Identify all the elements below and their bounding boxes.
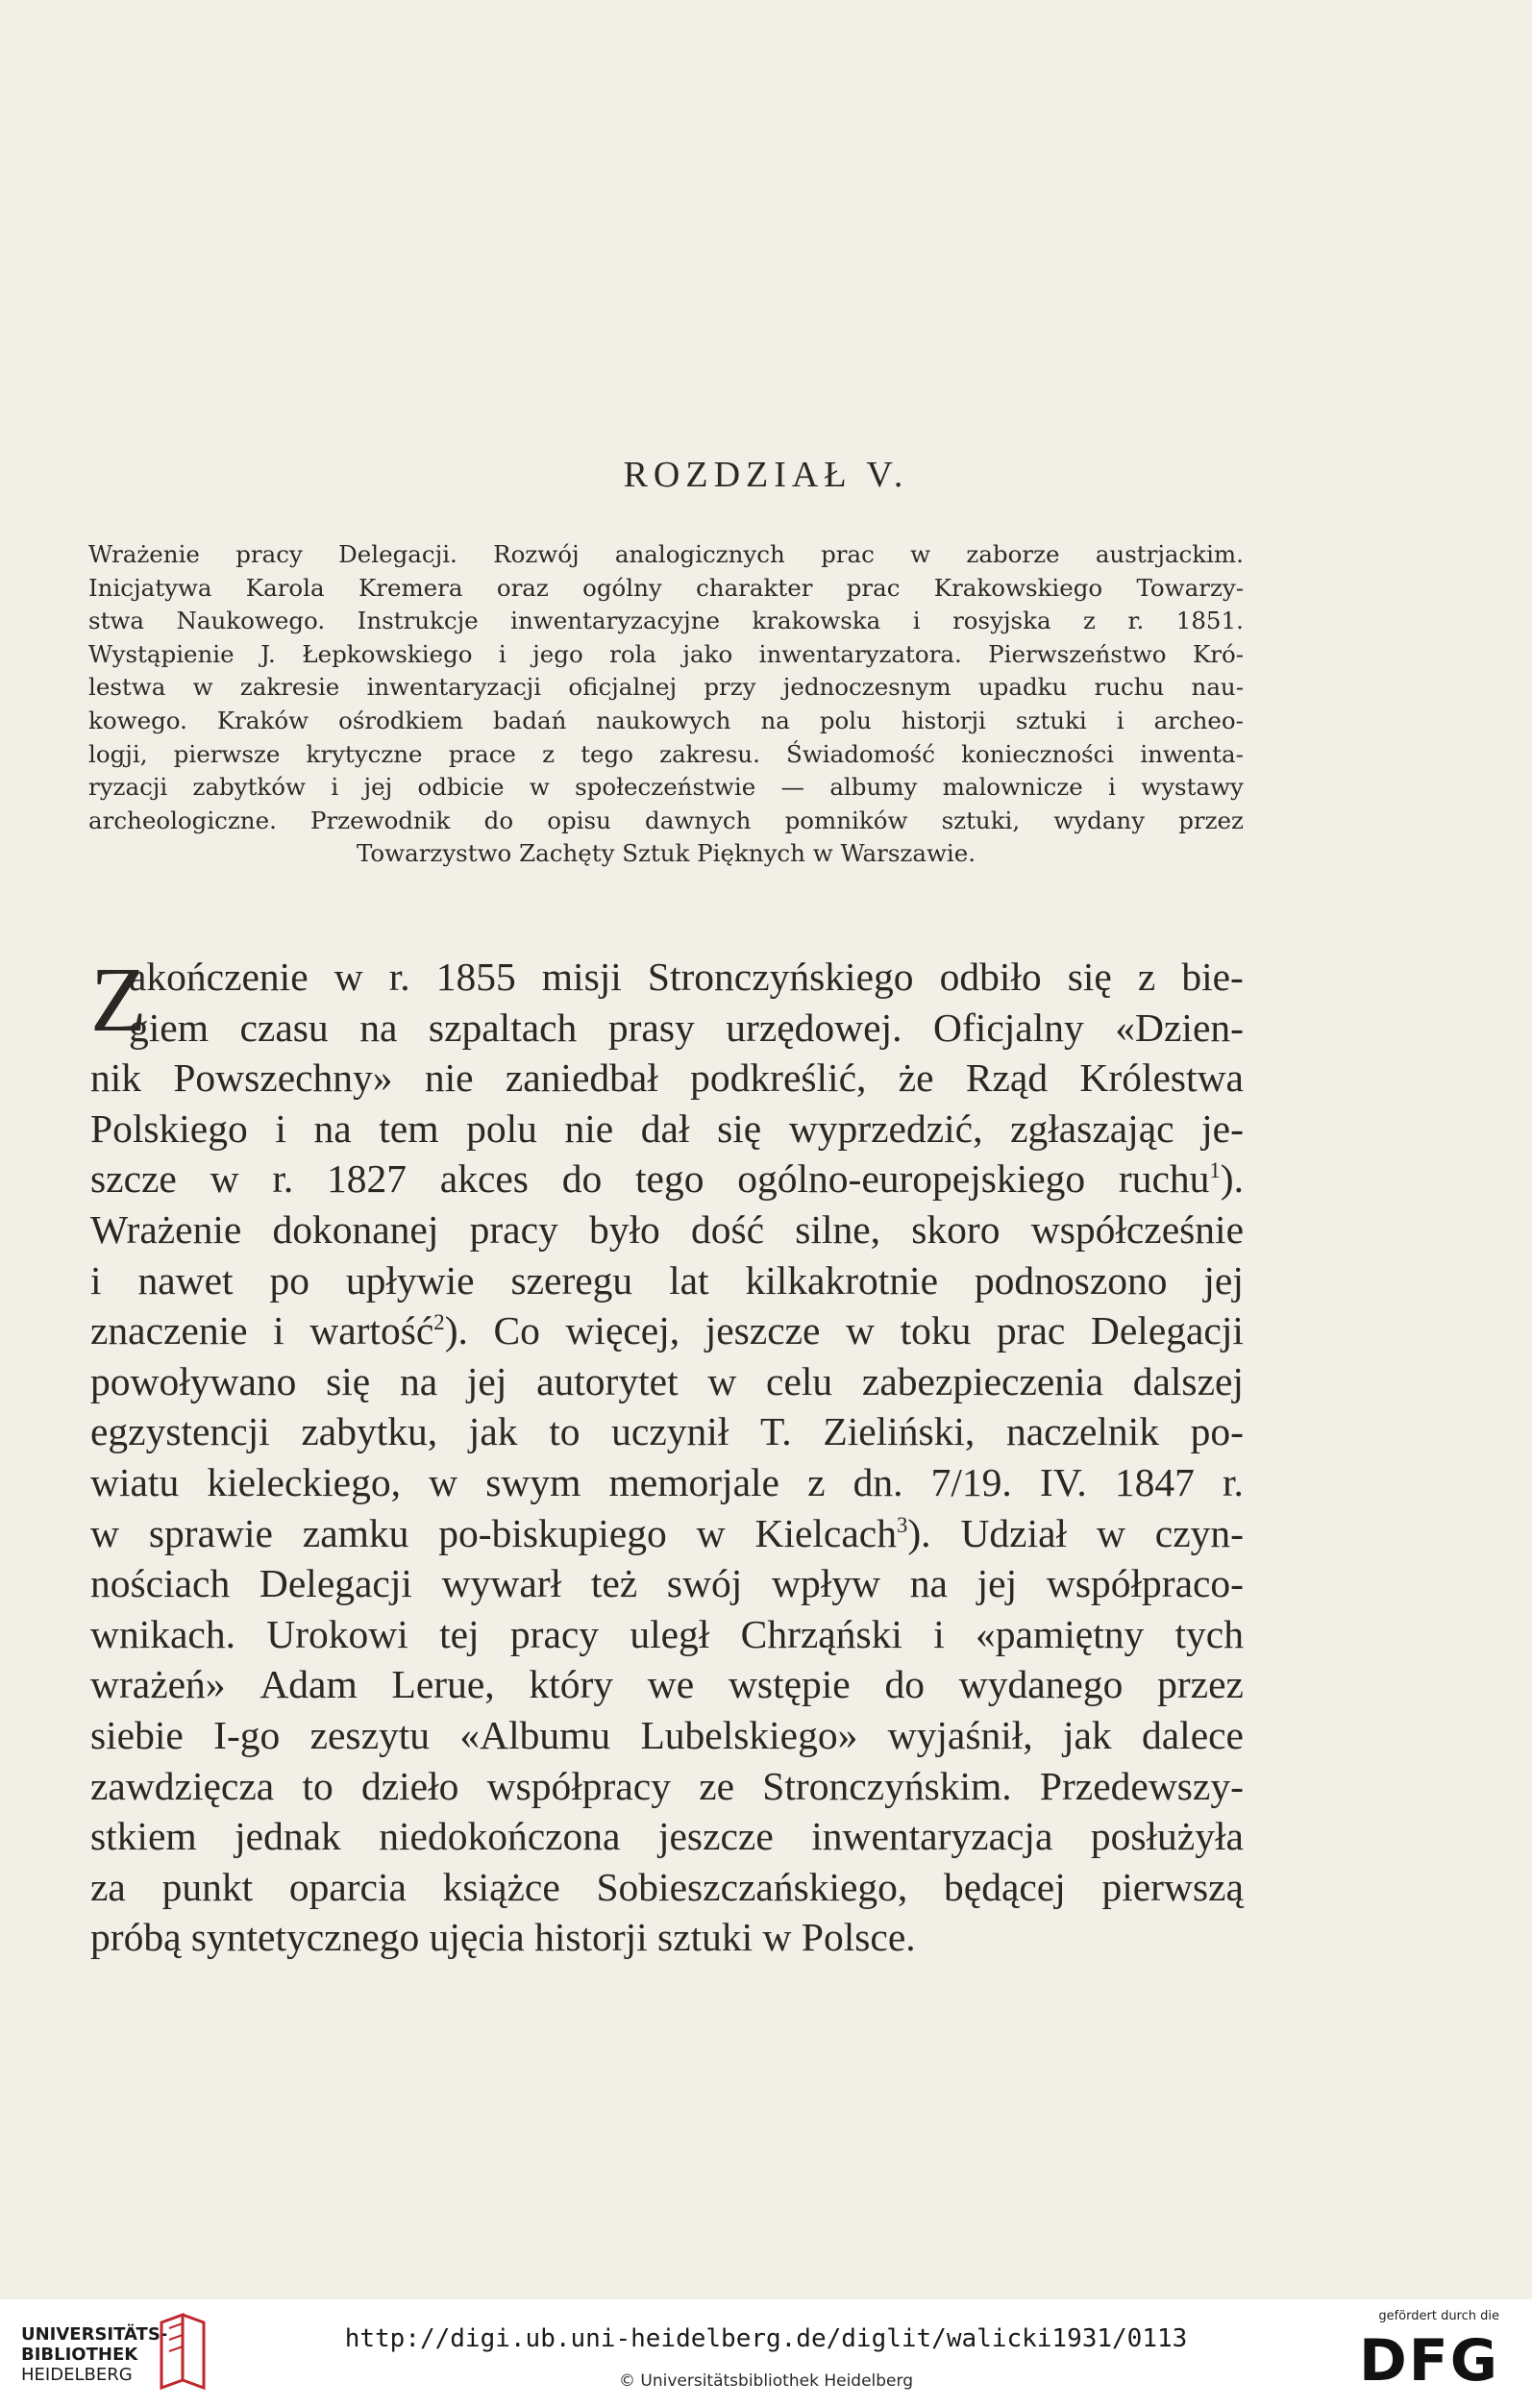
body-line: wnikach. Urokowi tej pracy uległ Chrząński i «pamiętny tych: [90, 1611, 1244, 1656]
summary-line: Wystąpienie J. Łepkowskiego i jego rola jako inwentaryzatora. Pierwszeństwo Kró-: [88, 639, 1244, 668]
body-line: próbą syntetycznego ujęcia historji sztuki w Polsce.: [90, 1915, 916, 1960]
summary-line: Inicjatywa Karola Kremera oraz ogólny charakter prac Krakowskiego Towarzy-: [88, 573, 1244, 602]
body-line: siebie I-go zeszytu «Albumu Lubelskiego» wyjaśnił, jak dalece: [90, 1712, 1244, 1757]
copyright-notice: © Universitätsbibliothek Heidelberg: [618, 2371, 913, 2391]
summary-line: kowego. Kraków ośrodkiem badań naukowych na polu historji sztuki i archeo-: [88, 706, 1244, 734]
dfg-logo[interactable]: DFG: [1358, 2327, 1499, 2395]
body-line: Wrażenie dokonanej pracy było dość silne, skoro współcześnie: [90, 1206, 1244, 1252]
library-name-line3: HEIDELBERG: [21, 2365, 133, 2385]
summary-line: Wrażenie pracy Delegacji. Rozwój analogicznych prac w zaborze austrjackim.: [88, 540, 1244, 568]
body-line: egzystencji zabytku, jak to uczynił T. Zieliński, naczelnik po-: [90, 1409, 1244, 1454]
body-line: stkiem jednak niedokończona jeszcze inwentaryzacja posłużyła: [90, 1814, 1244, 1859]
summary-line: archeologiczne. Przewodnik do opisu dawnych pomników sztuki, wydany przez: [88, 806, 1244, 834]
body-line: za punkt oparcia książce Sobieszczańskiego, będącej pierwszą: [90, 1864, 1244, 1909]
body-line: wiatu kieleckiego, w swym memorjale z dn. 7/19. IV. 1847 r.: [90, 1459, 1244, 1504]
summary-line-text: Towarzystwo Zachęty Sztuk Pięknych w Warszawie.: [356, 839, 976, 868]
summary-line: stwa Naukowego. Instrukcje inwentaryzacyjne krakowska i rosyjska z r. 1851.: [88, 607, 1244, 635]
drop-cap: Z: [90, 948, 147, 1051]
body-line: w sprawie zamku po-biskupiego w Kielcach$^3$). Udział w czyn-: [90, 1510, 1244, 1555]
body-line: zawdzięcza to dzieło współpracy ze Stronczyńskim. Przedewszy-: [90, 1763, 1244, 1808]
summary-line: ryzacji zabytków i jej odbicie w społeczeństwie — albumy malownicze i wystawy: [88, 773, 1244, 802]
body-line: znaczenie i wartość$^2$). Co więcej, jeszcze w toku prac Delegacji: [90, 1308, 1244, 1353]
body-line: nościach Delegacji wywarł też swój wpływ na jej współpraco-: [90, 1561, 1244, 1606]
body-line: giem czasu na szpaltach prasy urzędowej. Oficjalny «Dzien-: [129, 1005, 1244, 1050]
body-line: akończenie w r. 1855 misji Stronczyńskiego odbiło się z bie-: [129, 955, 1244, 999]
body-line: nik Powszechny» nie zaniedbał podkreślić, że Rząd Królestwa: [90, 1055, 1244, 1101]
body-line: i nawet po upływie szeregu lat kilkakrotnie podnoszono jej: [90, 1257, 1244, 1303]
digitization-footer: [0, 2299, 1532, 2408]
chapter-title: ROZDZIAŁ V.: [623, 455, 909, 495]
body-line: powoływano się na jej autorytet w celu zabezpieczenia dalszej: [90, 1358, 1244, 1403]
funding-note: gefördert durch die: [1378, 2309, 1499, 2323]
library-name-line2: BIBLIOTHEK: [21, 2345, 138, 2365]
body-line: wrażeń» Adam Lerue, który we wstępie do wydanego przez: [90, 1662, 1244, 1707]
chapter-summary: [88, 538, 1244, 871]
body-text: [90, 948, 1244, 1963]
summary-line: [88, 837, 1244, 871]
body-line: Polskiego i na tem polu nie dał się wyprzedzić, zgłaszając je-: [90, 1105, 1244, 1151]
body-line: szcze w r. 1827 akces do tego ogólno-europejskiego ruchu$^1$).: [90, 1156, 1244, 1202]
permalink-url[interactable]: http://digi.ub.uni-heidelberg.de/diglit/walicki1931/0113: [344, 2324, 1188, 2353]
summary-line: logji, pierwsze krytyczne prace z tego zakresu. Świadomość konieczności inwenta-: [88, 739, 1244, 768]
summary-line: lestwa w zakresie inwentaryzacji oficjalnej przy jednoczesnym upadku ruchu nau-: [88, 673, 1244, 702]
library-name-line1: UNIVERSITÄTS-: [21, 2324, 168, 2345]
